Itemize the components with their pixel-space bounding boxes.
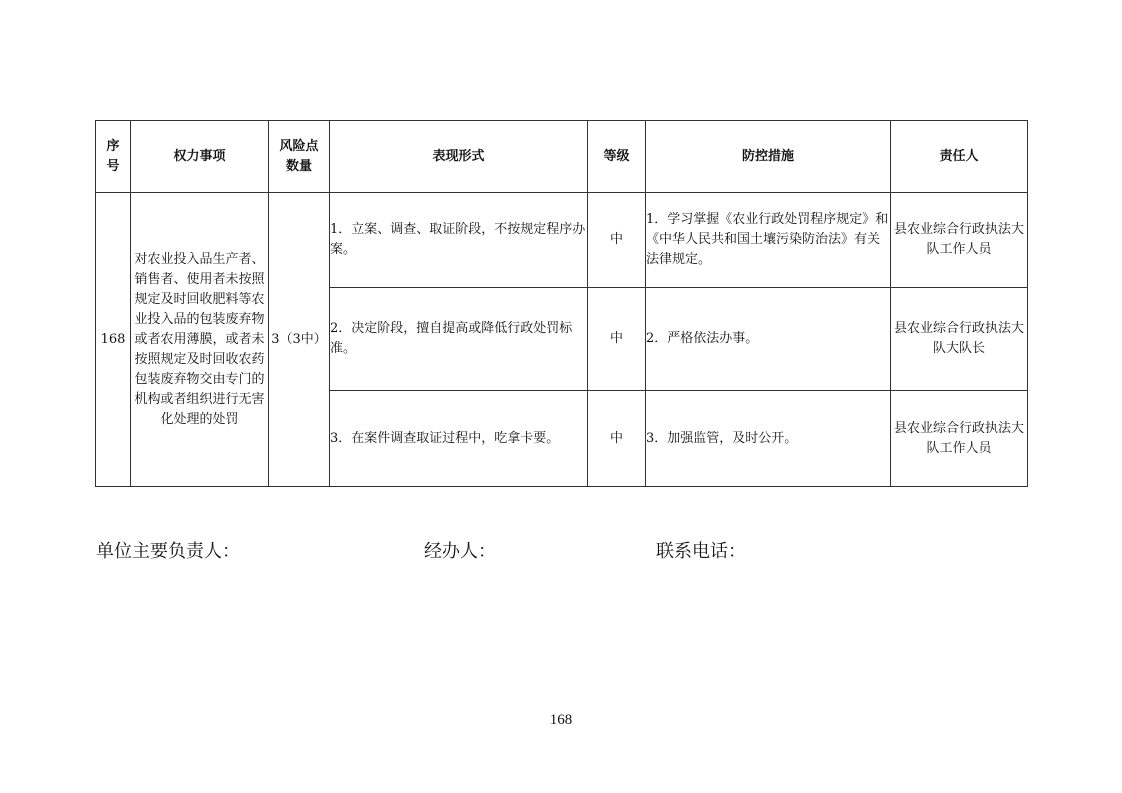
measures-cell: 3．加强监管，及时公开。	[646, 391, 891, 487]
row-number: 168	[96, 193, 131, 487]
person-cell: 县农业综合行政执法大队大队长	[891, 288, 1028, 391]
header-form: 表现形式	[330, 121, 588, 193]
level-cell: 中	[588, 288, 646, 391]
header-risk-count: 风险点 数量	[269, 121, 330, 193]
person-cell: 县农业综合行政执法大队工作人员	[891, 193, 1028, 288]
header-row	[96, 121, 1028, 193]
page-number: 168	[549, 712, 573, 728]
risk-count: 3（3中）	[269, 193, 330, 487]
person-cell: 县农业综合行政执法大队工作人员	[891, 391, 1028, 487]
form-cell: 2．决定阶段，擅自提高或降低行政处罚标准。	[330, 288, 588, 391]
header-measures: 防控措施	[646, 121, 891, 193]
form-cell: 3．在案件调查取证过程中，吃拿卡要。	[330, 391, 588, 487]
power-item: 对农业投入品生产者、销售者、使用者未按照规定及时回收肥料等农业投入品的包装废弃物或者农用薄膜，或者未按照规定及时回收农药包装废弃物交由专门的机构或者组织进行无害化处理的处罚	[131, 193, 269, 487]
level-cell: 中	[588, 193, 646, 288]
header-power-item: 权力事项	[131, 121, 269, 193]
header-person: 责任人	[891, 121, 1028, 193]
table-row	[96, 193, 1028, 288]
form-cell: 1．立案、调查、取证阶段，不按规定程序办案。	[330, 193, 588, 288]
phone-label: 联系电话：	[656, 541, 746, 562]
measures-cell: 1．学习掌握《农业行政处罚程序规定》和《中华人民共和国土壤污染防治法》有关法律规定。	[646, 193, 891, 288]
handler-label: 经办人：	[424, 541, 496, 562]
measures-cell: 2．严格依法办事。	[646, 288, 891, 391]
level-cell: 中	[588, 391, 646, 487]
header-level: 等级	[588, 121, 646, 193]
unit-head-label: 单位主要负责人：	[96, 541, 240, 562]
header-no: 序 号	[96, 121, 131, 193]
risk-table	[95, 120, 1028, 487]
